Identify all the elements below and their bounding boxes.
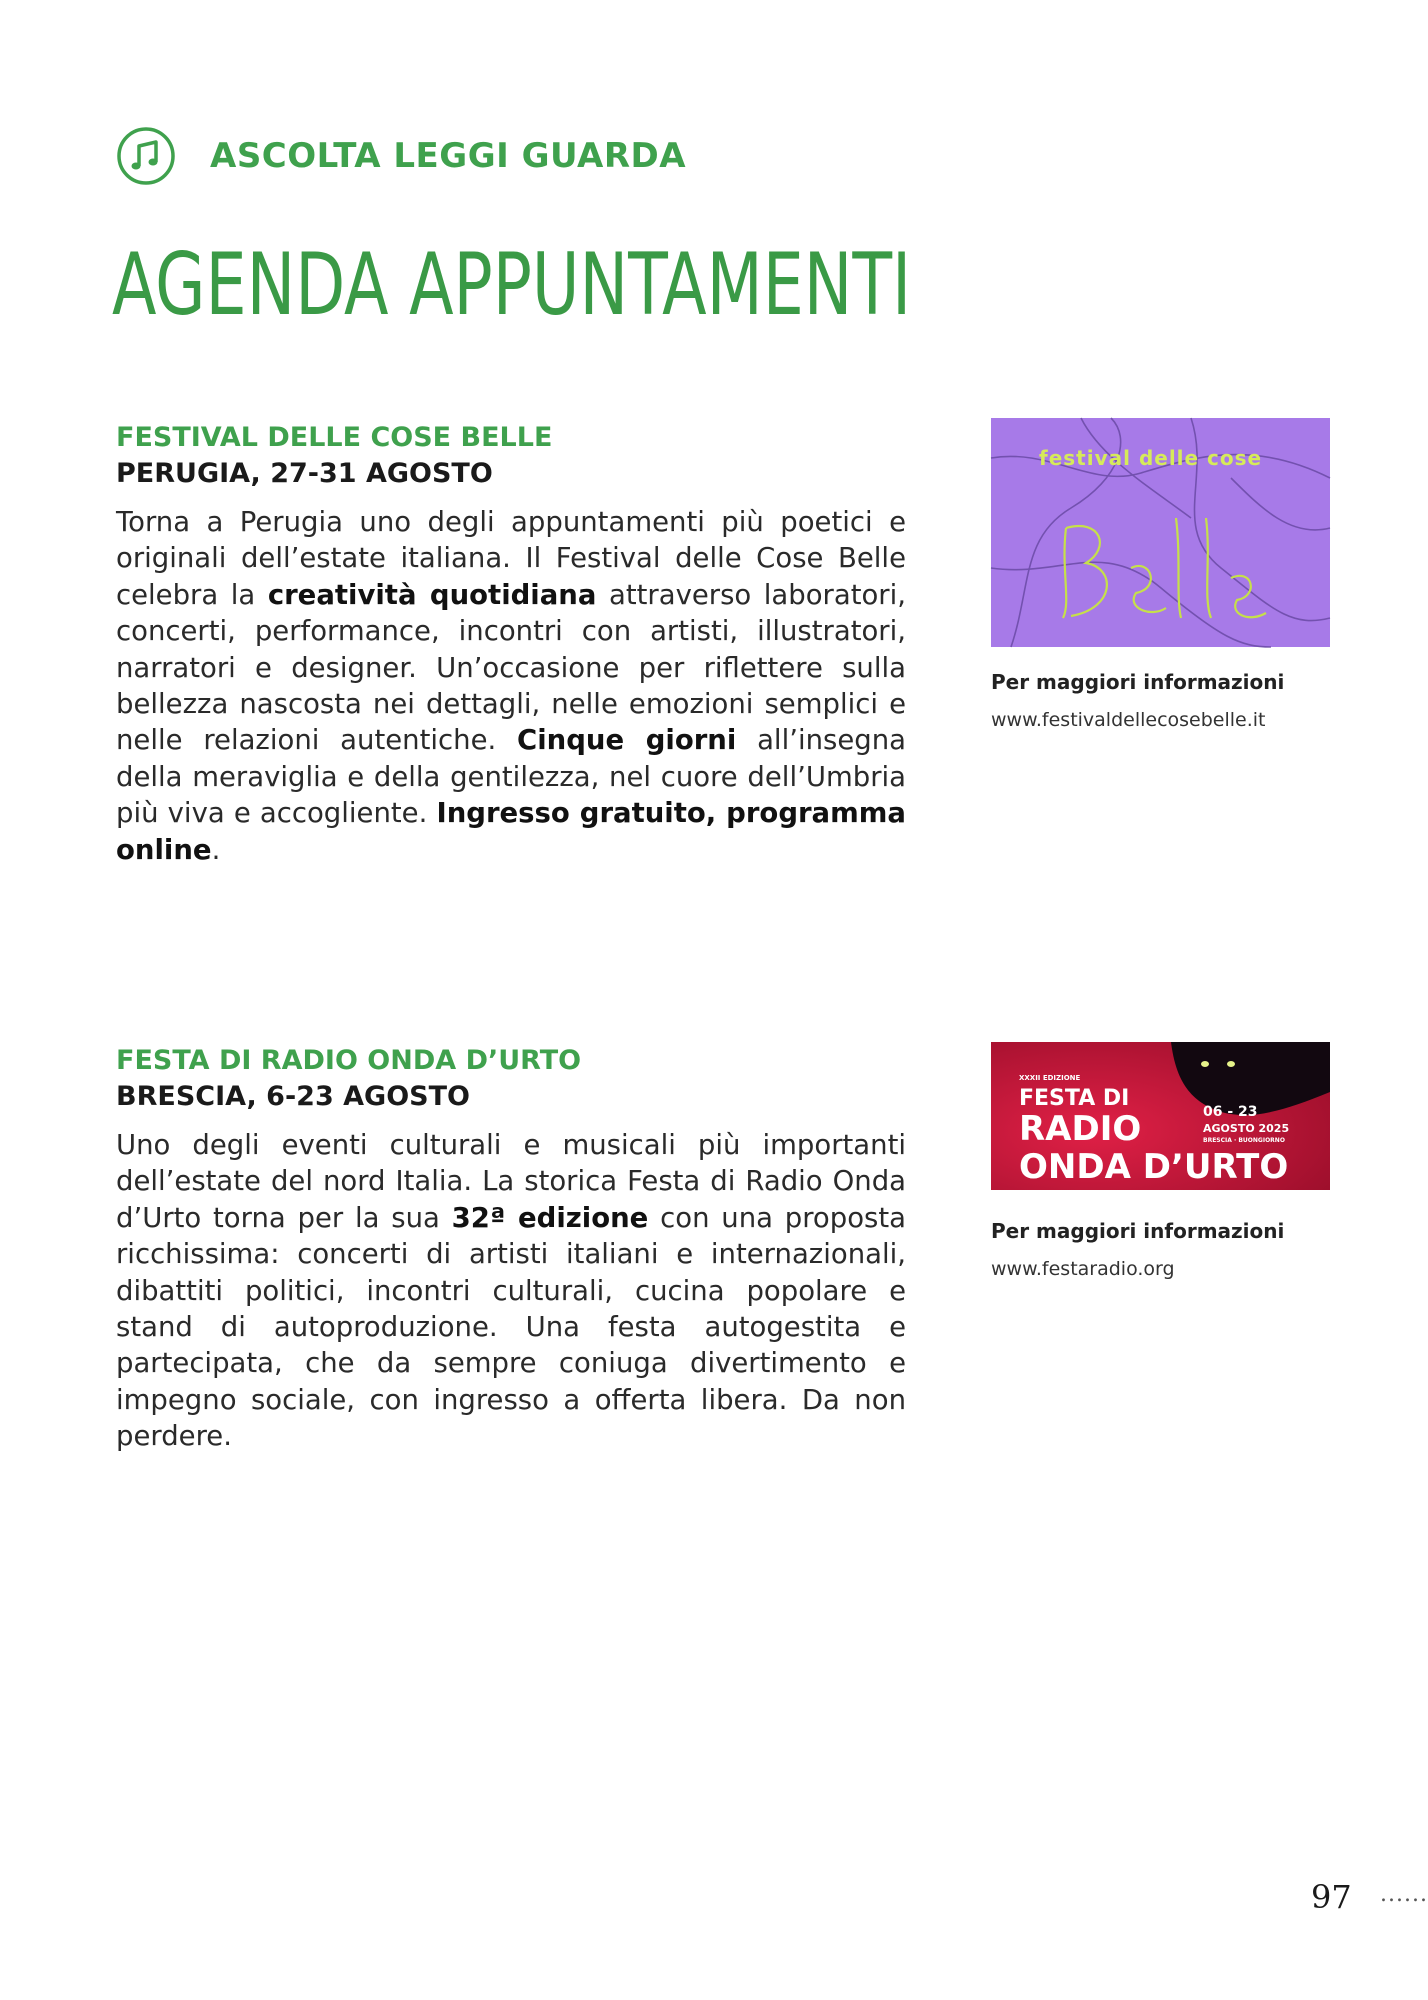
event-place: BRESCIA, 6-23 AGOSTO [116,1081,470,1112]
body-text: Uno degli eventi culturali e musicali più importanti dell’estate del nord Italia. La storica Festa di Radio Onda d’Urto torna per la sua [116,1129,906,1234]
event-festa-radio-onda-durto [116,1043,906,1455]
body-text: con una proposta ricchissima: concerti di artisti italiani e internazionali, dibattiti politici, incontri culturali, cucina popolare e stand di autoproduzione. Una festa autogestita e partecipata, che da sempre coniuga divertimento e impegno sociale, con ingresso a offerta libera. Da non perdere. [116,1201,906,1453]
page-title: AGENDA APPUNTAMENTI [112,235,912,335]
event-info [991,1217,1284,1283]
section-label: ASCOLTA LEGGI GUARDA [210,136,687,176]
radio-image-edition: XXXII EDIZIONE [1019,1074,1081,1082]
body-text: attraverso laboratori, concerti, performance, incontri con artisti, illustratori, narratori e designer. Un’occasione per riflettere sulla bellezza nascosta nei dettagli, nelle emozioni semplici e nelle relazioni autentiche. [116,578,906,757]
radio-image-line2: RADIO [1019,1109,1142,1149]
highlight-text: Ingresso gratuito, programma online [116,797,906,866]
section-header [116,126,686,186]
radio-image-location: BRESCIA · BUONGIORNO [1203,1137,1285,1144]
body-text: Torna a Perugia uno degli appuntamenti più poetici e originali dell’estate italiana. Il Festival delle Cose Belle celebra la [116,506,906,611]
radio-image-line1: FESTA DI [1019,1086,1130,1111]
event-info [991,668,1284,734]
body-text: . [211,833,221,866]
highlight-text: 32ª edizione [451,1201,649,1234]
radio-image-dates: 06 - 23 [1203,1104,1258,1120]
radio-image-month: AGOSTO 2025 [1203,1122,1290,1135]
info-label: Per maggiori informazioni [991,670,1285,694]
event-title: FESTIVAL DELLE COSE BELLE [116,422,553,453]
event-place: PERUGIA, 27-31 AGOSTO [116,458,493,489]
music-note-icon [116,126,176,186]
festival-image-top-text: festival delle cose [1039,446,1263,470]
info-link[interactable]: www.festivaldellecosebelle.it [991,709,1266,731]
event-description [116,1127,906,1455]
body-text: all’insegna della meraviglia e della gentilezza, nel cuore dell’Umbria più viva e accogliente. [116,724,906,830]
festa-radio-image [991,1042,1330,1190]
info-link[interactable]: www.festaradio.org [991,1258,1175,1280]
highlight-text: creatività quotidiana [267,578,597,611]
event-festival-cose-belle [116,420,906,868]
event-title: FESTA DI RADIO ONDA D’URTO [116,1045,582,1076]
radio-image-line3: ONDA D’URTO [1019,1147,1289,1187]
info-label: Per maggiori informazioni [991,1219,1285,1243]
page-number: 97 [1311,1878,1352,1916]
highlight-text: Cinque giorni [517,724,737,757]
page-number-dots: ...... [1380,1882,1428,1907]
festival-cose-belle-image [991,418,1330,647]
event-description [116,504,906,868]
